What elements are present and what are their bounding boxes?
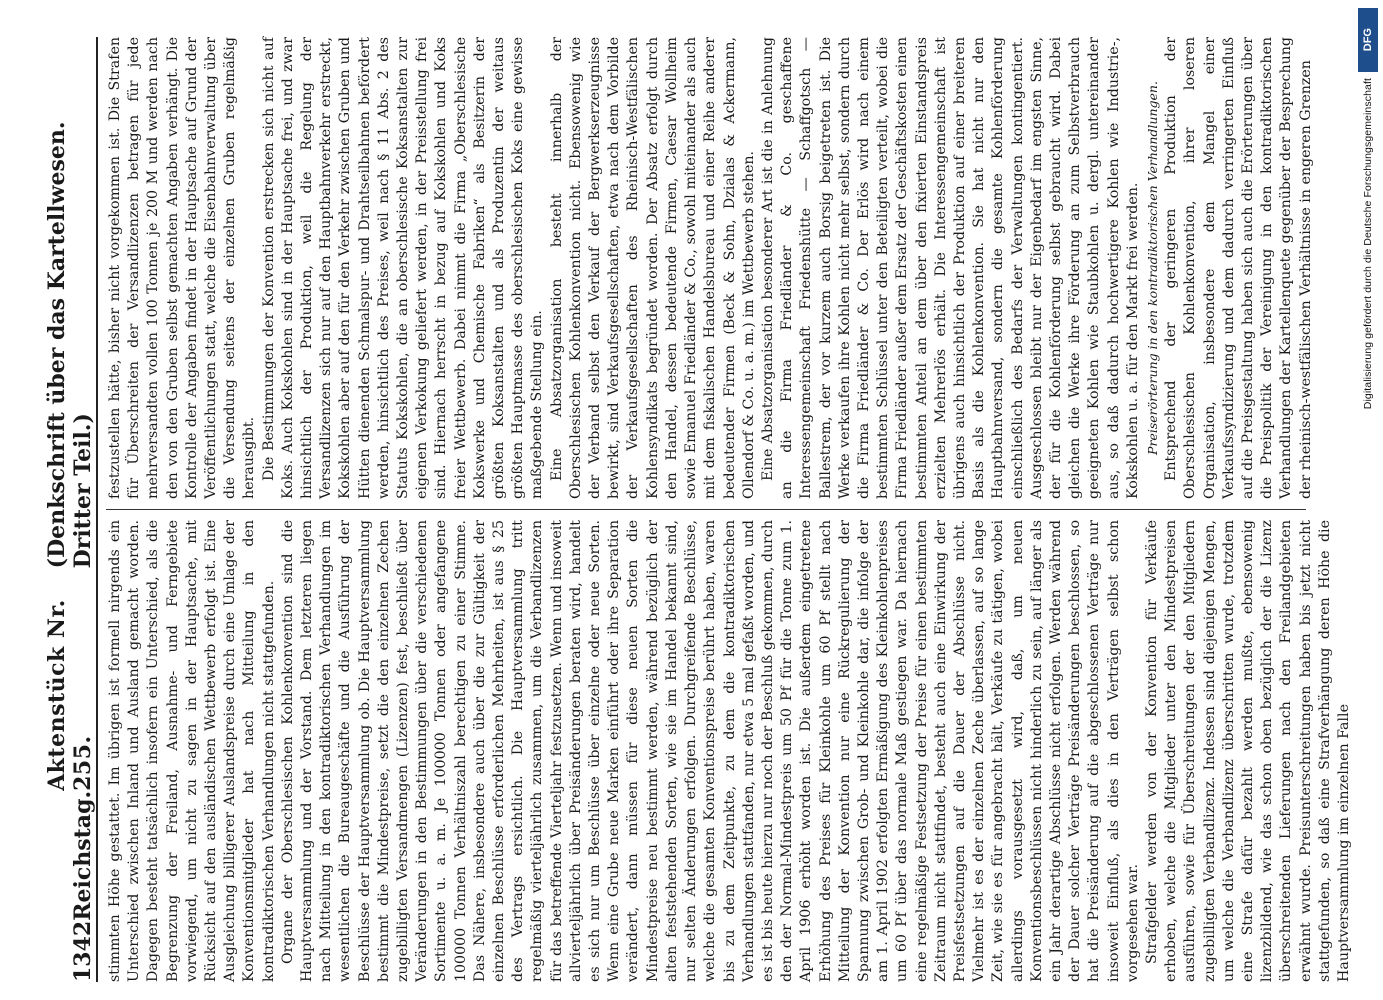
dfg-logo: DFG (1358, 8, 1378, 72)
header-right-title: (Denkschrift über das Kartellwesen. Dritter Teil.) (44, 121, 96, 569)
page-number: 1342 (70, 920, 96, 982)
section-subheading: Preiserörterung in den kontradiktorischen Verhandlungen. (1144, 81, 1160, 455)
left-column (106, 520, 1352, 982)
column-divider (106, 509, 1306, 510)
right-column (106, 37, 1314, 499)
paragraph: Eine Absatzorganisation besteht innerhalb der Oberschlesischen Kohlenkonvention nicht. Ebensowenig wie der Verband selbst den Verkauf der Bergwerkserzeugnisse bewirkt, sind Verkaufsgesellschaften, etwa nach dem Vorbilde der Verkaufsgesellschaften des Rheinisch-Westfälischen Kohlensyndikats begründet worden. Der Absatz erfolgt durch den Handel, dessen bedeutende Firmen, Caesar Wollheim sowie Emanuel Friedländer & Co., sowohl miteinander als auch mit dem fiskalischen Handelsbureau und einer Reihe anderer bedeutender Firmen (Beck & Sohn, Dzialas & Ackermann, Ollendorf & Co. u. a. m.) im Wettbewerb stehen. (548, 37, 757, 499)
paragraph: Entsprechend der geringeren Produktion der Oberschlesischen Kohlenkonvention, ihrer loseren Organisation, insbesondere dem Mangel einer Verkaufssyndizierung und dem dadurch verringerten Einfluß auf die Preisgestaltung haben sich auch die Erörterungen über die Preispolitik der Vereinigung in den kontradiktorischen Verhandlungen der Kartellenquete gegenüber der Besprechung der rheinisch-westfälischen Verhältnisse in engeren Grenzen (1163, 37, 1314, 499)
rotated-page (44, 0, 1352, 1000)
page-content (44, 37, 1352, 982)
digitization-credit: Digitalisierung gefördert durch die Deutsche Forschungsgemeinschaft (1362, 78, 1374, 410)
paragraph: stimmten Höhe gestattet. Im übrigen ist formell nirgends ein Unterschied zwischen Inland und Ausland gemacht worden. Dagegen besteht tatsächlich insofern ein Unterschied, als die Begrenzung der Freiland, Ausnahme- und Ferngebiete vorwiegend, um nicht zu sagen in der Hauptsache, mit Rücksicht auf den ausländischen Wettbewerb erfolgt ist. Eine Ausgleichung billigerer Auslandspreise durch eine Umlage der Konventionsmitglieder hat nach Mitteilung in den kontradiktorischen Verhandlungen nicht stattgefunden. (107, 520, 277, 982)
header-left-title: Reichstag. (70, 790, 96, 921)
paragraph: festzustellen hätte, bisher nicht vorgekommen ist. Die Strafen für Überschreiten der Versandlizenzen betragen für jede mehrversandten vollen 100 Tonnen je 200 M und werden nach den von den Gruben selbst gemachten Angaben verhängt. Die Kontrolle der Angaben findet in der Hauptsache auf Grund der Veröffentlichungen statt, welche die Eisenbahnverwaltung über die Versendung seitens der einzelnen Gruben regelmäßig herausgibt. (107, 37, 258, 499)
paragraph: Eine Absatzorganisation besonderer Art ist die in Anlehnung an die Firma Friedländer & Co. geschaffene Interessengemeinschaft Friedenshütte — Schaffgotsch — Ballestrem, der vor kurzem auch Borsig beigetreten ist. Die Werke verkaufen ihre Kohlen nicht mehr selbst, sondern durch die Firma Friedländer & Co. Der Erlös wird nach einem bestimmten Schlüssel unter den Beteiligten verteilt, wobei die Firma Friedländer außer dem Ersatz der Geschäftskosten einen bestimmten Anteil an dem über den fixierten Einstandspreis erzielten Mehrerlös erhält. Die Interessengemeinschaft ist übrigens auch hinsichtlich der Produktion auf einer breiteren Basis als die Kohlenkonvention. Sie hat nicht nur den Hauptbahnversand, sondern die gesamte Kohlenförderung einschließlich des Bedarfs der Verwaltungen kontingentiert. Ausgeschlossen bleibt nur der Eigenbedarf im engsten Sinne, der für die Kohlenförderung selbst gebraucht wird. Dabei gleichen die Werke ihre Förderung an zum Selbstverbrauch geeigneten Kohlen wie Staubkohlen u. dergl. untereinander aus, so daß dadurch hochwertigere Kohlen wie Industrie-, Kokskohlen u. a. für den Markt frei werden. (759, 37, 1141, 499)
header-center-title: Aktenstück Nr. 255. (44, 599, 96, 791)
running-header (44, 37, 98, 982)
paragraph: Organe der Oberschlesischen Kohlenkonvention sind die Hauptversammlung und der Vorstand. Dem letzteren liegen nach Mitteilung in den kontradiktorischen Verhandlungen im wesentlichen die Bureaugeschäfte und die Ausführung der Beschlüsse der Hauptversammlung ob. Die Hauptversammlung bestimmt die Mindestpreise, setzt die den einzelnen Zechen zugebilligten Versandmengen (Lizenzen) fest, beschließt über Veränderungen in den Bestimmungen über die verschiedenen Sortimente u. a. m. Je 100000 Tonnen oder angefangene 100000 Tonnen Verhältniszahl berechtigen zu einer Stimme. Das Nähere, insbesondere auch über die zur Gültigkeit der einzelnen Beschlüsse erforderlichen Mehrheiten, ist aus § 25 des Vertrags ersichtlich. Die Hauptversammlung tritt regelmäßig vierteljährlich zusammen, um die Verbandlizenzen für das betreffende Vierteljahr festzusetzen. Wenn und insoweit allvierteljährlich über Preisänderungen beraten wird, handelt es sich nur um Beschlüsse über einzelne oder neue Sorten. Wenn eine Grube neue Marken einführt oder ihre Separation verändert, dann müssen für diese neuen Sorten die Mindestpreise neu bestimmt werden, während bezüglich der alten feststehenden Sorten, wie sie im Handel bekannt sind, nur selten Änderungen erfolgen. Durchgreifende Beschlüsse, welche die gesamten Konventionspreise berührt haben, waren bis zu dem Zeitpunkte, zu dem die kontradiktorischen Verhandlungen stattfanden, nur etwa 5 mal gefaßt worden, und es ist bis heute hierzu nur noch der Beschluß gekommen, durch den der Normal-Mindestpreis um 50 Pf für die Tonne zum 1. April 1906 erhöht worden ist. Die außerdem eingetretene Erhöhung des Preises für Kleinkohle um 60 Pf stellt nach Mitteilung der Konvention nur eine Rückregulierung der Spannung zwischen Grob- und Kleinkohle dar, die infolge der am 1. April 1902 erfolgten Ermäßigung des Kleinkohlenpreises um 60 Pf über das normale Maß gestiegen war. Da hiernach eine regelmäßige Festsetzung der Preise für einen bestimmten Zeitraum nicht stattfindet, besteht auch eine Einwirkung der Preisfestsetzungen auf die Dauer der Abschlüsse nicht. Vielmehr ist es der einzelnen Zeche überlassen, auf so lange Zeit, wie sie es für angebracht hält, Verkäufe zu tätigen, wobei allerdings vorausgesetzt wird, daß, um neuen Konventionsbeschlüssen nicht hinderlich zu sein, auf länger als ein Jahr derartige Abschlüsse nicht erfolgen. Werden während der Dauer solcher Verträge Preisänderungen beschlossen, so hat die Preisänderung auf die abgeschlossenen Verträge nur insoweit Einfluß, als dies in den Verträgen selbst schon vorgesehen war. (279, 520, 1141, 982)
paragraph: Strafgelder werden von der Konvention für Verkäufe erhoben, welche die Mitglieder unter den Mindestpreisen ausführen, sowie für Überschreitungen der den Mitgliedern zugebilligten Verbandlizenz. Indessen sind diejenigen Mengen, um welche die Verbandlizenz überschritten wurde, trotzdem eine Strafe dafür bezahlt werden mußte, ebensowenig lizenzbildend, wie das schon oben bezüglich der die Lizenz überschreitenden Lieferungen nach den Freilandgebieten erwähnt wurde. Preisunterschreitungen haben bis jetzt nicht stattgefunden, so daß eine Strafverhängung deren Höhe die Hauptversammlung im einzelnen Falle (1143, 520, 1352, 982)
digitization-credit-bar (1355, 8, 1381, 993)
text-columns (106, 37, 1352, 982)
paragraph: Die Bestimmungen der Konvention erstrecken sich nicht auf Koks. Auch Kokskohlen sind in der Hauptsache frei, und zwar hinsichtlich der Produktion, weil die Regelung der Versandlizenzen sich nur auf den Hauptbahnverkehr erstreckt, Kokskohlen aber auf den für den Verkehr zwischen Gruben und Hütten dienenden Schmalspur- und Drahtseilbahnen befördert werden, hinsichtlich des Preises, weil nach § 11 Abs. 2 des Statuts Kokskohlen, die an oberschlesische Koksanstalten zur eigenen Verkokung geliefert werden, in der Preisstellung frei sind. Hiernach herrscht in bezug auf Kokskohlen und Koks freier Wettbewerb. Dabei nimmt die Firma „Oberschlesische Kokswerke und Chemische Fabriken“ als Besitzerin der größten Koksanstalten und als Produzentin der weitaus größten Hauptmasse des oberschlesischen Koks eine gewisse maßgebende Stellung ein. (260, 37, 546, 499)
